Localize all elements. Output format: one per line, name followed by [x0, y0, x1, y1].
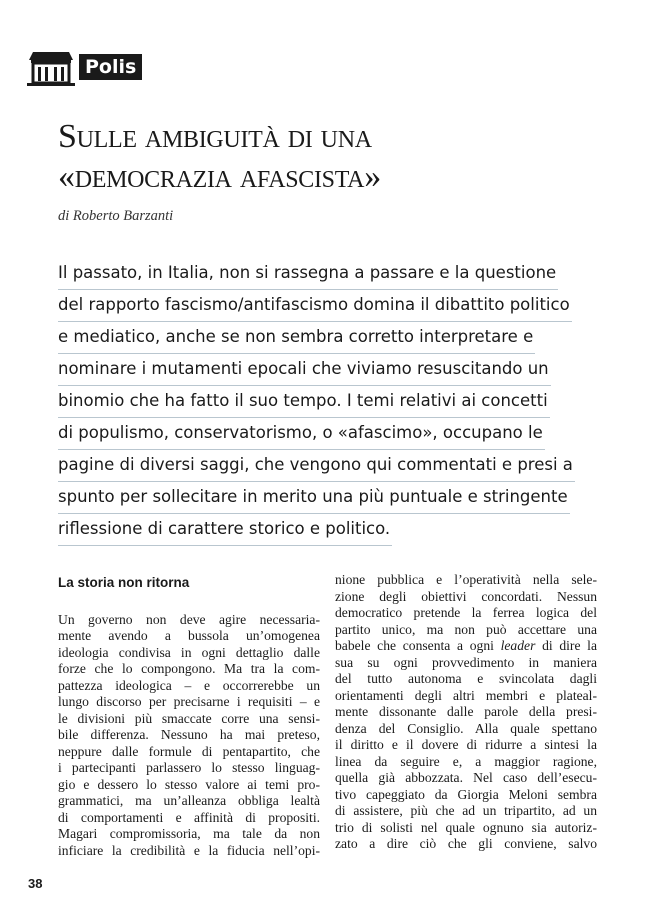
article-title	[58, 117, 638, 197]
abstract-line: riflessione di carattere storico e politico.	[58, 514, 392, 546]
body-column-left	[58, 572, 320, 859]
body-text: di dire la	[535, 638, 597, 653]
body-line: le divisioni più smaccate corre una sensi-	[58, 710, 320, 726]
section-label: Polis	[79, 54, 142, 80]
body-line: bile differenza. Nessuno ha mai preteso,	[58, 727, 320, 742]
body-line: partito unico, ma non può accettare una	[335, 621, 597, 637]
abstract-line: spunto per sollecitare in merito una più puntuale e stringente	[58, 482, 570, 514]
abstract-line: del rapporto fascismo/antifascismo domina il dibattito politico	[58, 290, 572, 322]
body-line: pattezza ideologica – e occorrerebbe un	[58, 677, 320, 693]
body-line: democratico pretende la ferrea logica del	[335, 605, 597, 620]
title-line: «democrazia afascista»	[58, 158, 381, 195]
body-line: lungo discorso per precisarne i requisiti – e	[58, 694, 320, 709]
body-line: zione degli obiettivi concordati. Nessun	[335, 588, 597, 604]
body-line: nione pubblica e l’operatività nella sele-	[335, 572, 597, 587]
body-text: babele che consenta a ogni	[335, 638, 501, 653]
body-line: ideologia condivisa in ogni dettaglio dalle	[58, 644, 320, 660]
body-line: linea da seguire e, a maggior ragione,	[335, 753, 597, 769]
body-line: denza del Consiglio. Alla quale spettano	[335, 720, 597, 736]
body-line: i partecipanti parlassero lo stesso linguag-	[58, 760, 320, 775]
section-header	[27, 44, 142, 86]
abstract-line: Il passato, in Italia, non si rassegna a passare e la questione	[58, 258, 558, 290]
body-line: del tutto autonoma e svincolata dagli	[335, 671, 597, 686]
body-line: il diritto e il dovere di ridurre a sintesi la	[335, 737, 597, 752]
body-line: mente dissonante dalle parole della presi-	[335, 704, 597, 719]
abstract-line: e mediatico, anche se non sembra corretto interpretare e	[58, 322, 535, 354]
body-line: inficiare la credibilità e la fiducia nell’opi-	[58, 842, 320, 858]
body-line: forze che lo compongono. Ma tra la com-	[58, 661, 320, 676]
body-line: di comportamenti e affinità di propositi.	[58, 809, 320, 825]
body-line: Un governo non deve agire necessaria-	[58, 611, 320, 627]
article-author: di Roberto Barzanti	[58, 208, 174, 224]
abstract-line: binomio che ha fatto il suo tempo. I temi relativi ai concetti	[58, 386, 550, 418]
article-abstract	[58, 258, 598, 546]
abstract-line: pagine di diversi saggi, che vengono qui commentati e presi a	[58, 450, 575, 482]
building-icon	[27, 44, 75, 86]
body-line: orientamenti degli altri membri e plateal-	[335, 687, 597, 703]
body-column-right	[335, 572, 597, 853]
section-subheading: La storia non ritorna	[58, 575, 190, 590]
body-line: Magari compromissoria, ma tale da non	[58, 826, 320, 841]
body-line: grammatici, ma un’alleanza obbliga lealtà	[58, 793, 320, 808]
body-line: sua su ogni provvedimento in maniera	[335, 654, 597, 670]
body-line: neppure dalle formule di pentapartito, che	[58, 743, 320, 759]
body-line: trio di solisti nel quale ognuno sia autoriz-	[335, 819, 597, 835]
body-line: mente avendo a bussola un’omogenea	[58, 628, 320, 643]
abstract-line: nominare i mutamenti epocali che viviamo resuscitando un	[58, 354, 551, 386]
italic-term: leader	[500, 638, 536, 653]
body-line: quella già abbozzata. Nel caso dell’esecu-	[335, 770, 597, 785]
title-line: Sulle ambiguità di una	[58, 118, 372, 155]
body-line: gio e dessero lo stesso valore ai temi pro-	[58, 776, 320, 792]
body-line	[335, 638, 597, 655]
page-number: 38	[28, 876, 43, 891]
body-line: di assistere, più che ad un tripartito, ad un	[335, 803, 597, 818]
body-line: tivo capeggiato da Giorgia Meloni sembra	[335, 786, 597, 802]
body-line: zato a dire ciò che gli conviene, salvo	[335, 836, 597, 851]
abstract-line: di populismo, conservatorismo, o «afascimo», occupano le	[58, 418, 545, 450]
